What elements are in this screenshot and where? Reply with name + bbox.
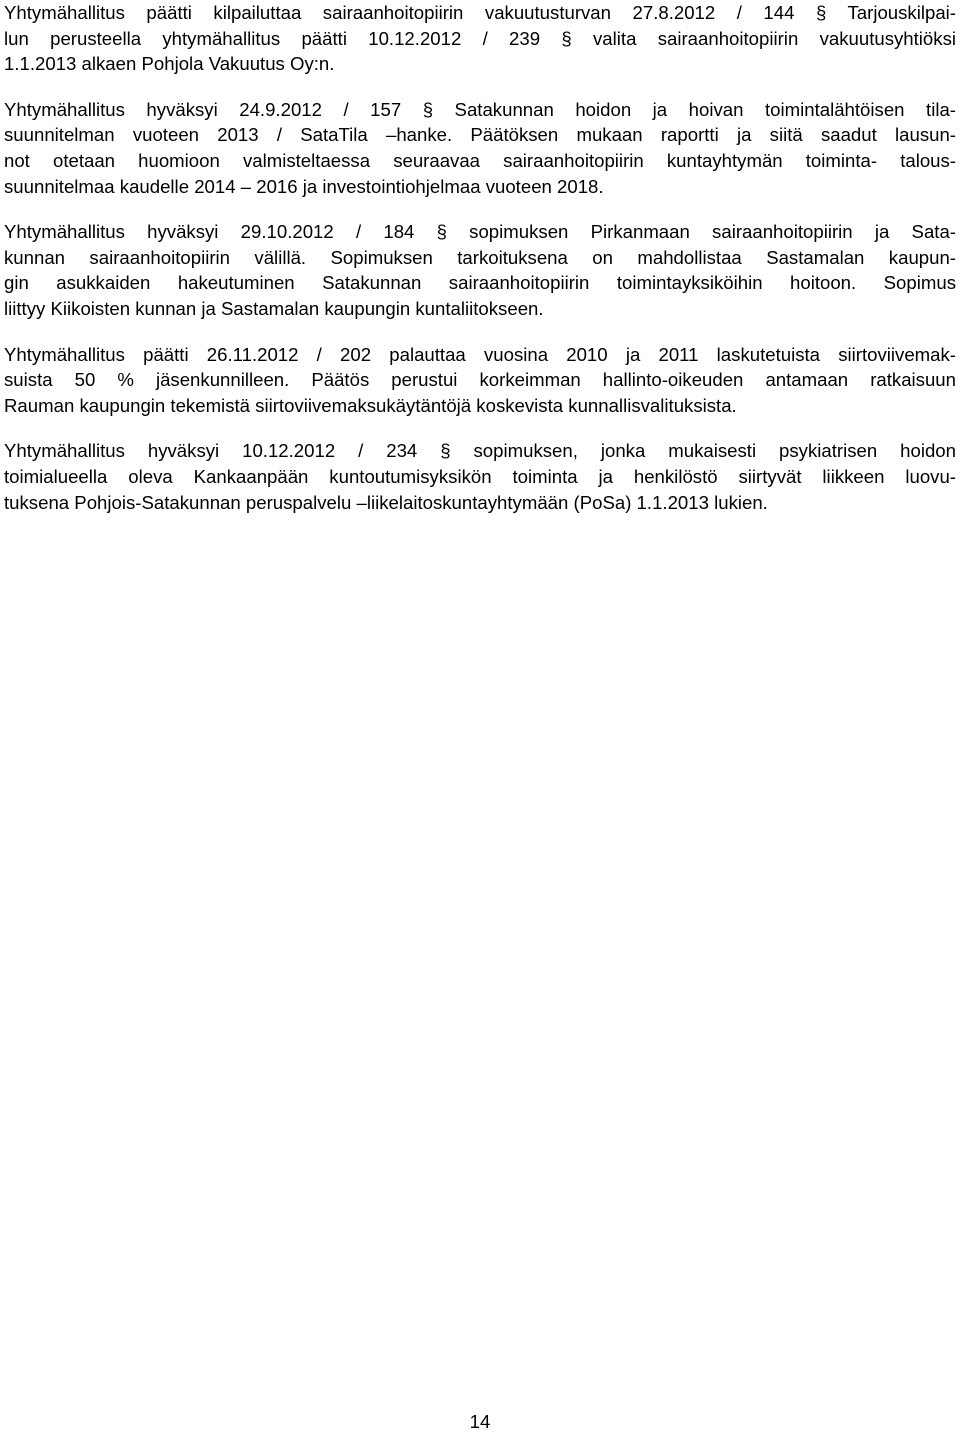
text-line: not otetaan huomioon valmisteltaessa seuraavaa sairaanhoitopiirin kuntayhtymän toiminta- talous- [4,149,956,171]
text-line: gin asukkaiden hakeutuminen Satakunnan sairaanhoitopiirin toimintayksiköihin hoitoon. Sopimus [4,272,956,294]
text-line: suunnitelmaa kaudelle 2014 – 2016 ja investointiohjelmaa vuoteen 2018. [4,175,604,197]
text-line: 1.1.2013 alkaen Pohjola Vakuutus Oy:n. [4,53,335,75]
paragraph-transfer-delay-fees [4,342,956,419]
text-line: kunnan sairaanhoitopiirin välillä. Sopimuksen tarkoituksena on mahdollistaa Sastamalan kaupun- [4,246,956,268]
page-number: 14 [469,1411,491,1432]
document-page [4,0,956,535]
paragraph-satatila-plan [4,97,956,199]
text-line: toimialueella oleva Kankaanpään kuntoutumisyksikön toiminta ja henkilöstö siirtyvät liikkeen luovu- [4,465,956,487]
text-line: Rauman kaupungin tekemistä siirtoviivemaksukäytäntöjä koskevista kunnallisvalituksista. [4,394,737,416]
text-line: liittyy Kiikoisten kunnan ja Sastamalan kaupungin kuntaliitokseen. [4,297,544,319]
text-line: lun perusteella yhtymähallitus päätti 10.12.2012 / 239 § valita sairaanhoitopiirin vakuutusyhtiöksi [4,27,956,49]
paragraph-kankaanpaa-transfer [4,438,956,515]
paragraph-pirkanmaa-agreement [4,219,956,321]
text-line: Yhtymähallitus hyväksyi 10.12.2012 / 234 § sopimuksen, jonka mukaisesti psykiatrisen hoidon [4,440,956,462]
text-line: Yhtymähallitus päätti 26.11.2012 / 202 palauttaa vuosina 2010 ja 2011 laskutetuista siirtoviivemak- [4,343,956,365]
text-line: Yhtymähallitus hyväksyi 24.9.2012 / 157 § Satakunnan hoidon ja hoivan toimintalähtöisen tila- [4,98,956,120]
text-line: Yhtymähallitus hyväksyi 29.10.2012 / 184 § sopimuksen Pirkanmaan sairaanhoitopiirin ja Sata- [4,221,956,243]
paragraph-insurance-tender [4,0,956,77]
text-line: tuksena Pohjois-Satakunnan peruspalvelu –liikelaitoskuntayhtymään (PoSa) 1.1.2013 lukien. [4,491,768,513]
text-line: suista 50 % jäsenkunnilleen. Päätös perustui korkeimman hallinto-oikeuden antamaan ratkaisuun [4,369,956,391]
text-line: Yhtymähallitus päätti kilpailuttaa sairaanhoitopiirin vakuutusturvan 27.8.2012 / 144 § Tarjouskilpai- [4,2,956,23]
text-line: suunnitelman vuoteen 2013 / SataTila –hanke. Päätöksen mukaan raportti ja siitä saadut lausun- [4,124,956,146]
